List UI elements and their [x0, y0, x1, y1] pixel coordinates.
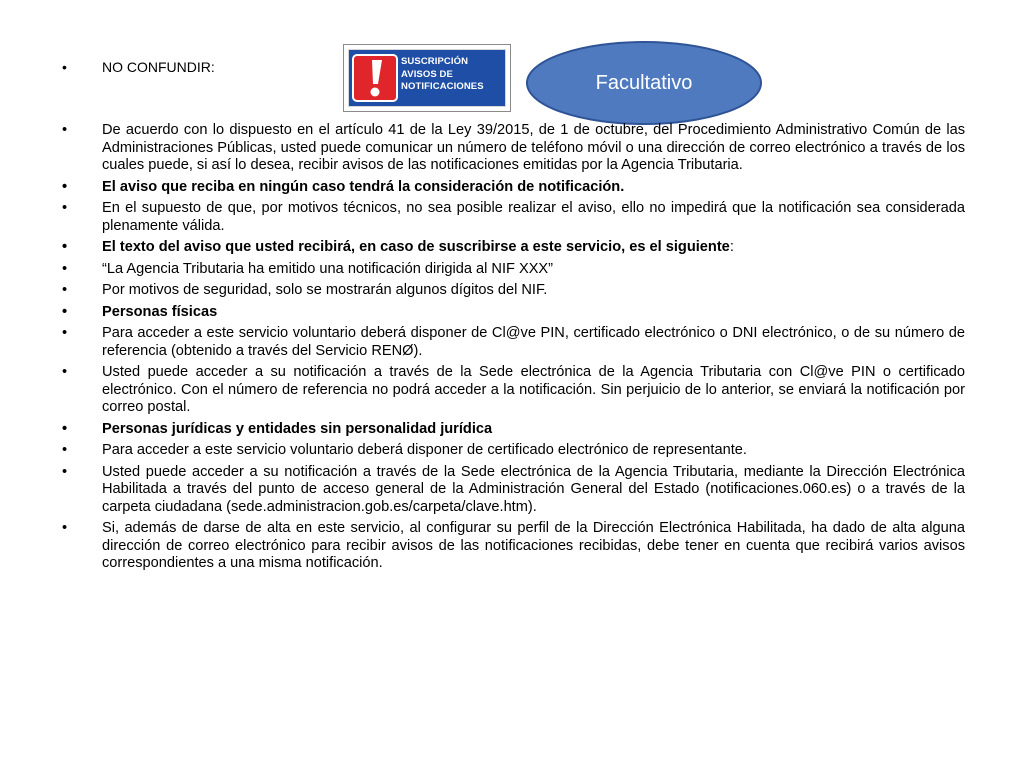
bullet-item: [62, 520, 965, 573]
bullet-item: [62, 261, 965, 279]
bullet-marker: •: [62, 364, 68, 380]
bullet-text: Por motivos de seguridad, solo se mostrarán algunos dígitos del NIF.: [102, 282, 548, 298]
bullet-item: [62, 442, 965, 460]
bullet-item: [62, 464, 965, 517]
bullet-marker: •: [62, 239, 68, 255]
bullet-marker: •: [62, 282, 68, 298]
notification-banner-image: [343, 44, 511, 112]
bullet-marker: •: [62, 463, 68, 480]
bullet-marker: •: [62, 260, 68, 277]
banner-line-2: AVISOS DE: [401, 68, 453, 80]
bullet-marker: •: [62, 420, 68, 437]
bullet-list: [62, 122, 965, 577]
banner-text: [401, 56, 505, 94]
bullet-marker: •: [62, 178, 68, 195]
bullet-marker: •: [62, 325, 68, 341]
bullet-text: Para acceder a este servicio voluntario deberá disponer de certificado electrónico de representante.: [102, 442, 747, 458]
bullet-marker: •: [62, 303, 68, 320]
bullet-text: Para acceder a este servicio voluntario deberá disponer de Cl@ve PIN, certificado electrónico o DNI electrónico, o de su número de referencia (obtenido a través del Servicio RENØ).: [102, 325, 965, 359]
bullet-text: De acuerdo con lo dispuesto en el artículo 41 de la Ley 39/2015, de 1 de octubre, del Procedimiento Administrativo Común de las Administraciones Públicas, usted puede comunicar un número de teléfono móvil o una dirección de correo electrónico a través de los cuales puede, si así lo desea, recibir avisos de las notificaciones emitidas por la Agencia Tributaria.: [102, 122, 965, 173]
bullet-text-tail: :: [729, 239, 734, 255]
bullet-marker: •: [62, 122, 68, 138]
bullet-text: Usted puede acceder a su notificación a través de la Sede electrónica de la Agencia Tributaria con Cl@ve PIN o certificado electrónico. Con el número de referencia no podrá acceder a la notificación. Sin perjuicio de lo anterior, se enviará la notificación por correo postal.: [102, 364, 965, 415]
bullet-item: [62, 421, 965, 439]
banner-line-3: NOTIFICACIONES: [401, 81, 484, 92]
facultativo-label: Facultativo: [595, 71, 693, 94]
bullet-text: “La Agencia Tributaria ha emitido una notificación dirigida al NIF XXX”: [102, 260, 554, 277]
bullet-text: Personas físicas: [102, 303, 218, 320]
bullet-text: Usted puede acceder a su notificación a través de la Sede electrónica de la Agencia Tributaria, mediante la Dirección Electrónica Habilitada a través del punto de acceso general de la Administración General del Estado (notificaciones.060.es) o a través de la carpeta ciudadana (sede.administracion.gob.es/carpeta/clave.htm).: [102, 463, 965, 515]
banner-line-1: SUSCRIPCIÓN: [401, 56, 469, 67]
bullet-item: [62, 282, 965, 300]
bullet-marker: •: [62, 200, 68, 216]
banner-panel: [348, 49, 506, 107]
bullet-marker: •: [62, 442, 68, 458]
bullet-item: [62, 325, 965, 360]
bullet-item: [62, 179, 965, 197]
bullet-item: [62, 304, 965, 322]
bullet-text: En el supuesto de que, por motivos técnicos, no sea posible realizar el aviso, ello no impedirá que la notificación sea considerada plenamente válida.: [102, 200, 965, 234]
bullet-text: El texto del aviso que usted recibirá, en caso de suscribirse a este servicio, es el siguiente: [102, 239, 730, 255]
bullet-item: [62, 122, 965, 175]
bullet-item: [62, 364, 965, 417]
bullet-marker: •: [62, 59, 67, 75]
bullet-item: [62, 239, 965, 257]
bullet-text: Personas jurídicas y entidades sin personalidad jurídica: [102, 420, 493, 437]
heading-text: NO CONFUNDIR:: [102, 59, 215, 75]
exclamation-icon: [352, 54, 398, 102]
bullet-item: [62, 200, 965, 235]
bullet-text: Si, además de darse de alta en este servicio, al configurar su perfil de la Dirección Electrónica Habilitada, ha dado de alta alguna dirección de correo electrónico para recibir avisos de las notificaciones recibidas, debe tener en cuenta que recibirá varios avisos correspondientes a una misma notificación.: [102, 520, 965, 571]
bullet-marker: •: [62, 520, 68, 536]
bullet-text: El aviso que reciba en ningún caso tendrá la consideración de notificación.: [102, 178, 625, 195]
facultativo-oval: [525, 40, 763, 126]
